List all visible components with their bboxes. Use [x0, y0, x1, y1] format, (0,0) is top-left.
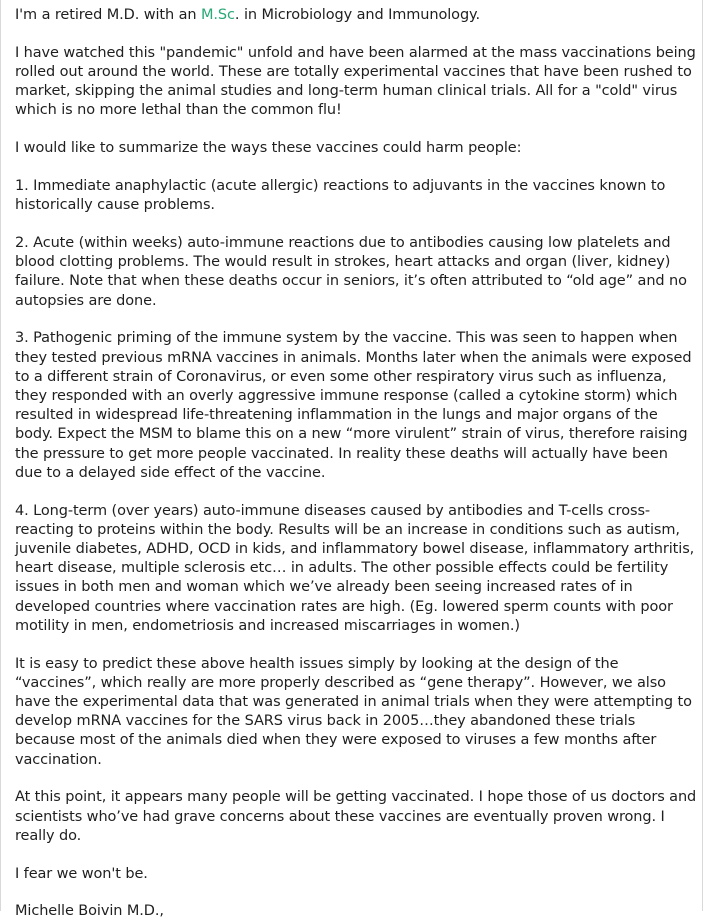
paragraph-point-2: 2. Acute (within weeks) auto-immune reactions due to antibodies causing low platelets and blood clotting problems. The would result in strokes, heart attacks and organ (liver, kidney) failure. Note that when these deaths occur in seniors, it’s often attributed to “old age” and no autopsies are done.	[15, 235, 687, 309]
intro-paragraph	[15, 6, 699, 25]
intro-text-after: . in Microbiology and Immunology.	[234, 7, 480, 23]
paragraph-pandemic: I have watched this "pandemic" unfold and have been alarmed at the mass vaccinations being rolled out around the world. These are totally experimental vaccines that have been rushed to market, skipping the animal studies and long-term human clinical trials. All for a "cold" virus which is no more lethal than the common flu!	[15, 44, 696, 119]
paragraph-fear: I fear we won't be.	[15, 865, 148, 882]
paragraph-point-3: 3. Pathogenic priming of the immune system by the vaccine. This was seen to happen when they tested previous mRNA vaccines in animals. Months later when the animals were exposed to a different strain of Coronavirus, or even some other respiratory virus such as influenza, they responded with an overly aggressive immune response (called a cytokine storm) which resulted in widespread life-threatening inflammation in the lungs and major organs of the body. Expect the MSM to blame this on a new “more virulent” strain of virus, therefore raising the pressure to get more people vaccinated. In reality these deaths will actually have been due to a delayed side effect of the vaccine.	[15, 330, 692, 481]
signature: Michelle Boivin M.D.,	[15, 903, 164, 920]
intro-text-before: I'm a retired M.D. with an	[15, 7, 202, 23]
post-body	[15, 6, 699, 922]
msc-link[interactable]: M.Sc	[201, 7, 235, 23]
paragraph-point-1: 1. Immediate anaphylactic (acute allergic) reactions to adjuvants in the vaccines known to historically cause problems.	[15, 178, 666, 214]
paragraph-summary: I would like to summarize the ways these vaccines could harm people:	[15, 140, 522, 157]
paragraph-prediction: It is easy to predict these above health issues simply by looking at the design of the “vaccines”, which really are more properly described as “gene therapy”. However, we also have the experimental data that was generated in animal trials when they were attempting to develop mRNA vaccines for the SARS virus back in 2005…they abandoned these trials because most of the animals died when they were exposed to viruses a few months after vaccination.	[15, 655, 692, 768]
paragraph-point-4: 4. Long-term (over years) auto-immune diseases caused by antibodies and T-cells cross-reacting to proteins within the body. Results will be an increase in conditions such as autism, juvenile diabetes, ADHD, OCD in kids, and inflammatory bowel disease, inflammatory arthritis, heart disease, multiple sclerosis etc… in adults. The other possible effects could be fertility issues in both men and woman which we’ve already been seeing increased rates of in developed countries where vaccination rates are high. (Eg. lowered sperm counts with poor motility in men, endometriosis and increased miscarriages in women.)	[15, 502, 695, 634]
paragraph-conclusion: At this point, it appears many people will be getting vaccinated. I hope those of us doctors and scientists who’ve had grave concerns about these vaccines are eventually proven wrong. I really do.	[15, 789, 697, 844]
